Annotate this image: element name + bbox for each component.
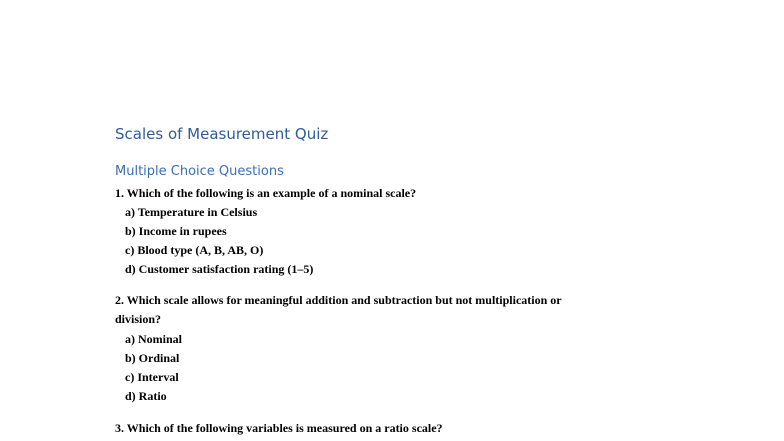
question-1-option-c: c) Blood type (A, B, AB, O) [125,243,264,257]
question-2-option-a: a) Nominal [125,332,182,346]
question-1-option-b: b) Income in rupees [125,224,227,238]
quiz-title: Scales of Measurement Quiz [115,125,329,143]
question-1-option-a: a) Temperature in Celsius [125,205,258,219]
question-2-line-1: 2. Which scale allows for meaningful addition and subtraction but not multiplication or [115,293,562,307]
question-2-option-c: c) Interval [125,370,179,384]
section-heading: Multiple Choice Questions [115,164,284,179]
question-1-option-d: d) Customer satisfaction rating (1–5) [125,262,314,276]
question-2-option-b: b) Ordinal [125,351,180,365]
question-2-option-d: d) Ratio [125,389,167,403]
question-3: 3. Which of the following variables is measured on a ratio scale? [115,421,443,435]
question-2-line-2: division? [115,312,162,326]
question-1: 1. Which of the following is an example of a nominal scale? [115,186,417,200]
